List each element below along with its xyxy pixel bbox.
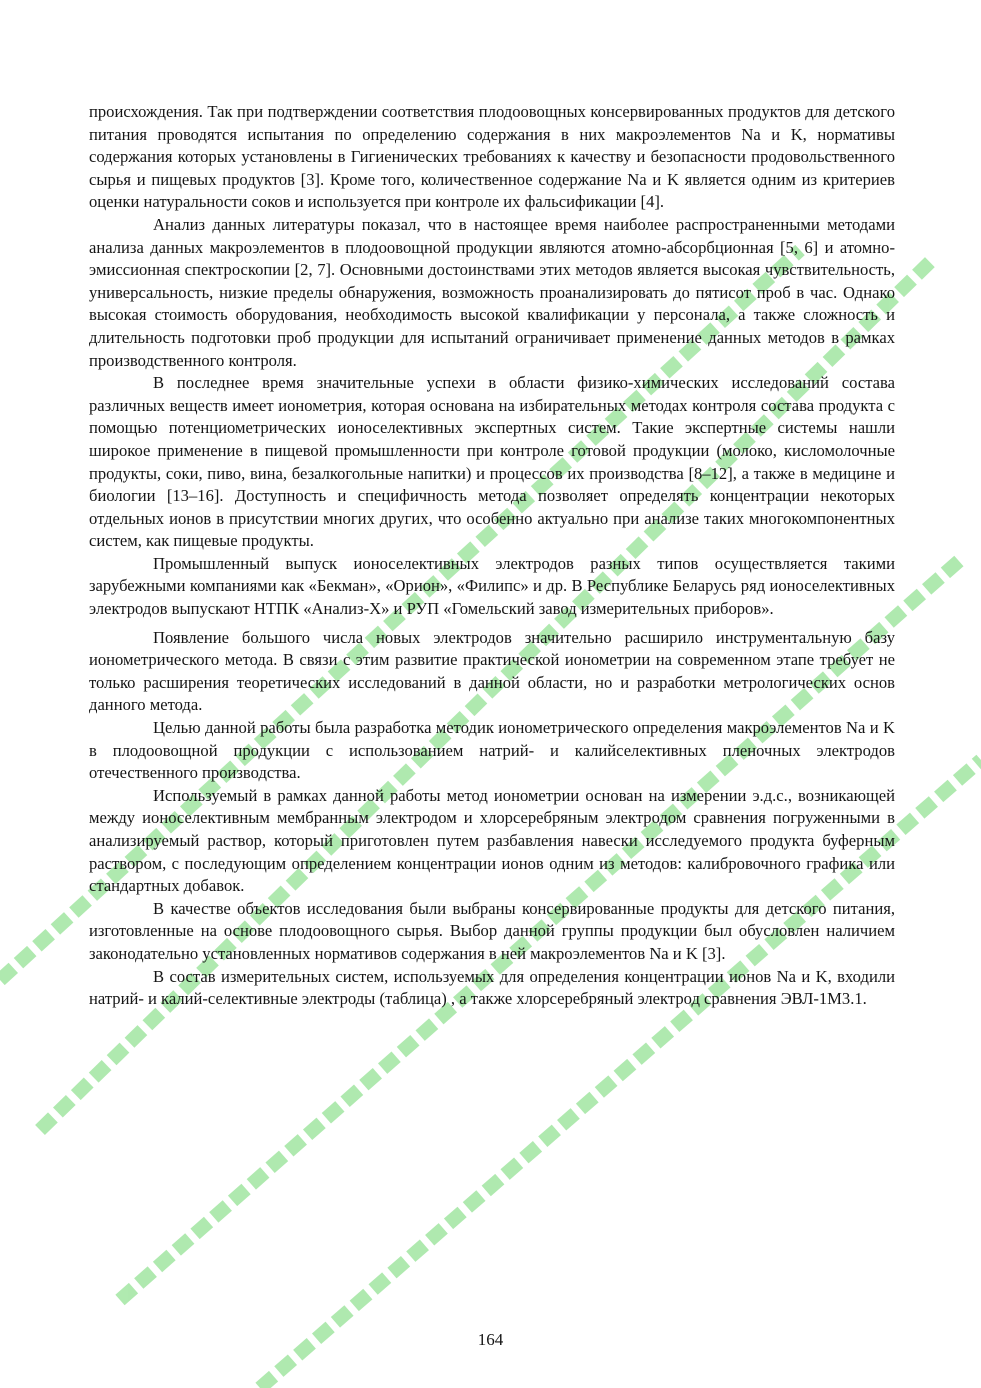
paragraph-8: В качестве объектов исследования были выбраны консервированные продукты для детского питания, изготовленные на основе плодоовощного сырья. Выбор данной группы продукции был обусловлен наличием законодательно установленных нормативов содержания в ней макроэлементов Na и K [3]. <box>89 898 895 963</box>
paragraph-4: Промышленный выпуск ионоселективных электродов разных типов осуществляется такими зарубежными компаниями как «Бекман», «Орион», «Филипс» и др. В Республике Беларусь ряд ионоселективных электродов выпускают НТПК «Анализ-Х» и РУП «Гомельский завод измерительных приборов». <box>89 553 895 619</box>
paragraph-2: Анализ данных литературы показал, что в настоящее время наиболее распространенными методами анализа данных макроэлементов в плодоовощной продукции являются атомно-абсорбционная [5, 6] и атомно-эмиссионная спектроскопии [2, 7]. Основными достоинствами этих методов является высокая чувствительность, универсальность, низкие пределы обнаружения, возможность проанализировать до пятисот проб в час. Однако высокая стоимость оборудования, необходимость высокой квалификации у персонала, а также сложность и длительность подготовки проб продукции для испытаний ограничивает применение данных методов в рамках производственного контроля. <box>89 214 895 370</box>
paragraph-7: Используемый в рамках данной работы метод ионометрии основан на измерении э.д.с., возникающей между ионоселективным мембранным электродом и хлорсеребряным электродом сравнения погруженными в анализируемый раствор, который приготовлен путем разбавления навески исследуемого продукта буферным раствором, с последующим определением концентрации ионов одним из методов: калибровочного графика или стандартных добавок. <box>89 785 895 896</box>
paragraph-9: В состав измерительных систем, используемых для определения концентрации ионов Na и K, входили натрий- и калий-селективные электроды (таблица) , а также хлорсеребряный электрод сравнения ЭВЛ-1М3.1. <box>89 966 895 1009</box>
document-body <box>89 101 895 1011</box>
page-number: 164 <box>477 1330 504 1349</box>
paragraph-1: происхождения. Так при подтверждении соответствия плодоовощных консервированных продуктов для детского питания проводятся испытания по определению содержания в них макроэлементов Na и K, нормативы содержания которых установлены в Гигиенических требованиях к качеству и безопасности продовольственного сырья и пищевых продуктов [3]. Кроме того, количественное содержание Na и K является одним из критериев оценки натуральности соков и используется при контроле их фальсификации [4]. <box>89 102 895 212</box>
paragraph-5: Появление большого числа новых электродов значительно расширило инструментальную базу ионометрического метода. В связи с этим развитие практической ионометрии на современном этапе требует не только расширения теоретических исследований в данной области, но и разработки метрологических основ данного метода. <box>89 627 895 715</box>
paragraph-3: В последнее время значительные успехи в области физико-химических исследований состава различных веществ имеет ионометрия, которая основана на избирательных методах контроля состава продукта с помощью потенциометрических ионоселективных экспертных систем. Такие экспертные системы нашли широкое применение в пищевой промышленности при контроле готовой продукции (молоко, кисломолочные продукты, соки, пиво, вина, безалкогольные напитки) и процессов их производства [8–12], а также в медицине и биологии [13–16]. Доступность и специфичность метода позволяет определять концентрации некоторых отдельных ионов в присутствии многих других, что особенно актуально при анализе таких многокомпонентных систем, как пищевые продукты. <box>89 373 895 551</box>
paragraph-6: Целью данной работы была разработка методик ионометрического определения макроэлементов Na и K в плодоовощной продукции с использованием натрий- и калийселективных пленочных электродов отечественного производства. <box>89 718 895 783</box>
